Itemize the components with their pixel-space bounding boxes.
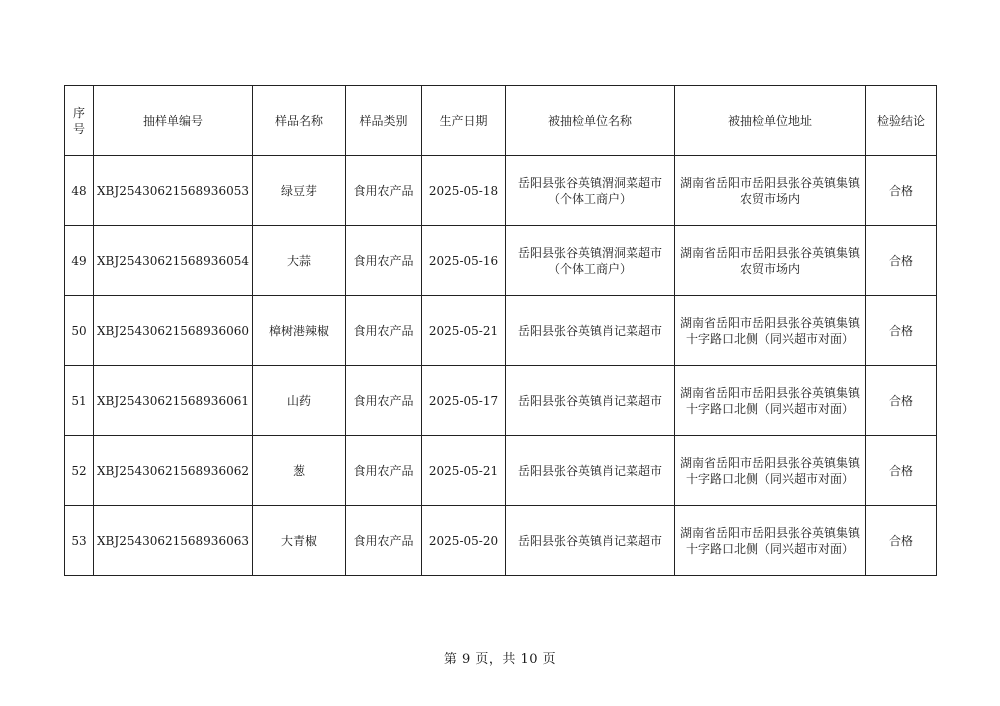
cell-inspected-unit-line2: （个体工商户） bbox=[547, 191, 632, 206]
header-seq-line1: 序 bbox=[72, 105, 85, 120]
cell-inspected-address-line1: 湖南省岳阳市岳阳县张谷英镇集镇 bbox=[679, 175, 860, 190]
cell-inspected-address bbox=[675, 366, 866, 436]
cell-inspected-address bbox=[675, 226, 866, 296]
header-inspected-address: 被抽检单位地址 bbox=[675, 86, 866, 156]
cell-inspected-unit-line1: 岳阳县张谷英镇肖记菜超市 bbox=[517, 393, 662, 408]
cell-production-date: 2025-05-18 bbox=[422, 156, 506, 226]
cell-inspected-address-line2: 农贸市场内 bbox=[739, 191, 800, 206]
header-seq-line2: 号 bbox=[72, 121, 85, 136]
cell-result: 合格 bbox=[866, 436, 937, 506]
cell-seq: 50 bbox=[65, 296, 94, 366]
cell-inspected-unit-line1: 岳阳县张谷英镇肖记菜超市 bbox=[517, 533, 662, 548]
cell-inspected-unit bbox=[506, 156, 675, 226]
cell-inspected-address-line2: 十字路口北侧（同兴超市对面） bbox=[685, 541, 854, 556]
cell-inspected-unit-line2: （个体工商户） bbox=[547, 261, 632, 276]
cell-sample-code: XBJ25430621568936062 bbox=[94, 436, 253, 506]
cell-result: 合格 bbox=[866, 226, 937, 296]
cell-production-date: 2025-05-21 bbox=[422, 296, 506, 366]
cell-inspected-address bbox=[675, 156, 866, 226]
cell-sample-name: 葱 bbox=[253, 436, 346, 506]
cell-inspected-address-line1: 湖南省岳阳市岳阳县张谷英镇集镇 bbox=[679, 525, 860, 540]
cell-inspected-unit bbox=[506, 296, 675, 366]
cell-sample-code: XBJ25430621568936063 bbox=[94, 506, 253, 576]
cell-inspected-address-line2: 十字路口北侧（同兴超市对面） bbox=[685, 471, 854, 486]
cell-inspected-address-line1: 湖南省岳阳市岳阳县张谷英镇集镇 bbox=[679, 385, 860, 400]
cell-result: 合格 bbox=[866, 366, 937, 436]
cell-inspected-unit-line1: 岳阳县张谷英镇渭洞菜超市 bbox=[517, 245, 662, 260]
cell-sample-name: 绿豆芽 bbox=[253, 156, 346, 226]
cell-seq: 53 bbox=[65, 506, 94, 576]
cell-seq: 52 bbox=[65, 436, 94, 506]
cell-sample-code: XBJ25430621568936061 bbox=[94, 366, 253, 436]
cell-sample-name: 樟树港辣椒 bbox=[253, 296, 346, 366]
cell-inspected-unit bbox=[506, 366, 675, 436]
table-row bbox=[65, 226, 937, 296]
cell-sample-code: XBJ25430621568936060 bbox=[94, 296, 253, 366]
cell-seq: 49 bbox=[65, 226, 94, 296]
cell-sample-category: 食用农产品 bbox=[346, 296, 422, 366]
cell-result: 合格 bbox=[866, 156, 937, 226]
cell-inspected-address-line1: 湖南省岳阳市岳阳县张谷英镇集镇 bbox=[679, 315, 860, 330]
cell-inspected-address bbox=[675, 296, 866, 366]
cell-inspected-unit-line1: 岳阳县张谷英镇肖记菜超市 bbox=[517, 323, 662, 338]
cell-production-date: 2025-05-20 bbox=[422, 506, 506, 576]
cell-sample-category: 食用农产品 bbox=[346, 506, 422, 576]
cell-inspected-unit-line1: 岳阳县张谷英镇肖记菜超市 bbox=[517, 463, 662, 478]
cell-inspected-address bbox=[675, 506, 866, 576]
cell-inspected-unit bbox=[506, 436, 675, 506]
cell-seq: 48 bbox=[65, 156, 94, 226]
header-sample-name: 样品名称 bbox=[253, 86, 346, 156]
cell-sample-name: 大蒜 bbox=[253, 226, 346, 296]
cell-result: 合格 bbox=[866, 296, 937, 366]
cell-inspected-unit-line1: 岳阳县张谷英镇渭洞菜超市 bbox=[517, 175, 662, 190]
cell-inspected-unit bbox=[506, 506, 675, 576]
cell-inspected-unit bbox=[506, 226, 675, 296]
cell-production-date: 2025-05-17 bbox=[422, 366, 506, 436]
header-sample-code: 抽样单编号 bbox=[94, 86, 253, 156]
cell-sample-name: 山药 bbox=[253, 366, 346, 436]
cell-result: 合格 bbox=[866, 506, 937, 576]
cell-sample-name: 大青椒 bbox=[253, 506, 346, 576]
table-row bbox=[65, 366, 937, 436]
header-production-date: 生产日期 bbox=[422, 86, 506, 156]
header-result: 检验结论 bbox=[866, 86, 937, 156]
cell-production-date: 2025-05-21 bbox=[422, 436, 506, 506]
page-footer: 第 9 页，共 10 页 bbox=[443, 652, 557, 667]
table-body bbox=[65, 156, 937, 576]
cell-sample-category: 食用农产品 bbox=[346, 226, 422, 296]
cell-inspected-address-line2: 农贸市场内 bbox=[739, 261, 800, 276]
cell-production-date: 2025-05-16 bbox=[422, 226, 506, 296]
table-row bbox=[65, 296, 937, 366]
header-inspected-unit: 被抽检单位名称 bbox=[506, 86, 675, 156]
cell-sample-category: 食用农产品 bbox=[346, 366, 422, 436]
header-seq bbox=[65, 86, 94, 156]
cell-inspected-address-line2: 十字路口北侧（同兴超市对面） bbox=[685, 401, 854, 416]
cell-inspected-address-line2: 十字路口北侧（同兴超市对面） bbox=[685, 331, 854, 346]
cell-sample-code: XBJ25430621568936054 bbox=[94, 226, 253, 296]
table-row bbox=[65, 436, 937, 506]
cell-sample-category: 食用农产品 bbox=[346, 436, 422, 506]
cell-inspected-address bbox=[675, 436, 866, 506]
cell-sample-code: XBJ25430621568936053 bbox=[94, 156, 253, 226]
cell-seq: 51 bbox=[65, 366, 94, 436]
inspection-results-table bbox=[64, 85, 937, 576]
table-header-row bbox=[65, 86, 937, 156]
table-row bbox=[65, 506, 937, 576]
cell-inspected-address-line1: 湖南省岳阳市岳阳县张谷英镇集镇 bbox=[679, 245, 860, 260]
header-sample-category: 样品类别 bbox=[346, 86, 422, 156]
table-row bbox=[65, 156, 937, 226]
cell-inspected-address-line1: 湖南省岳阳市岳阳县张谷英镇集镇 bbox=[679, 455, 860, 470]
cell-sample-category: 食用农产品 bbox=[346, 156, 422, 226]
